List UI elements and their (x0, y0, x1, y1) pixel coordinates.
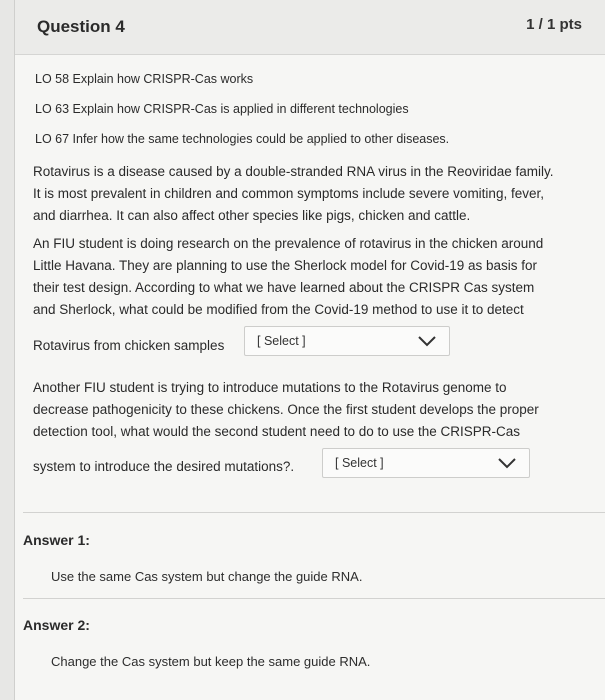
question-2-last-line: system to introduce the desired mutations?. (33, 459, 295, 474)
answer-1-label: Answer 1: (23, 532, 90, 548)
answer-2-select[interactable] (322, 448, 530, 478)
learning-objective: LO 63 Explain how CRISPR-Cas is applied in different technologies (35, 102, 409, 116)
divider (23, 512, 605, 513)
question-1-last-line: Rotavirus from chicken samples (33, 338, 225, 353)
question-card (14, 0, 605, 700)
learning-objective: LO 67 Infer how the same technologies could be applied to other diseases. (35, 132, 450, 146)
question-title: Question 4 (37, 17, 125, 36)
points-label: 1 / 1 pts (526, 16, 582, 33)
answer-2-label: Answer 2: (23, 617, 90, 633)
select-placeholder: [ Select ] (257, 334, 306, 348)
answer-1-value: Use the same Cas system but change the guide RNA. (51, 569, 363, 584)
answer-1-select[interactable] (244, 326, 450, 356)
intro-paragraph: Rotavirus is a disease caused by a double-stranded RNA virus in the Reoviridae family. It is most prevalent in children and common symptoms include severe vomiting, fever, and diarrhea. It can also affect other species like pigs, chicken and cattle. (33, 164, 554, 223)
question-2-text: Another FIU student is trying to introduce mutations to the Rotavirus genome to decrease pathogenicity to these chickens. Once the first student develops the proper detection tool, what would the second student need to do to use the CRISPR-Cas (33, 380, 539, 439)
chevron-down-icon (417, 333, 437, 349)
select-placeholder: [ Select ] (335, 456, 384, 470)
divider (23, 598, 605, 599)
question-1-text: An FIU student is doing research on the prevalence of rotavirus in the chicken around Little Havana. They are planning to use the Sherlock model for Covid-19 as basis for their test design. According to what we have learned about the CRISPR Cas system and Sherlock, what could be modified from the Covid-19 method to use it to detect (33, 236, 544, 317)
answer-2-value: Change the Cas system but keep the same guide RNA. (51, 654, 371, 669)
chevron-down-icon (497, 455, 517, 471)
question-header (15, 0, 605, 55)
learning-objective: LO 58 Explain how CRISPR-Cas works (35, 72, 254, 86)
